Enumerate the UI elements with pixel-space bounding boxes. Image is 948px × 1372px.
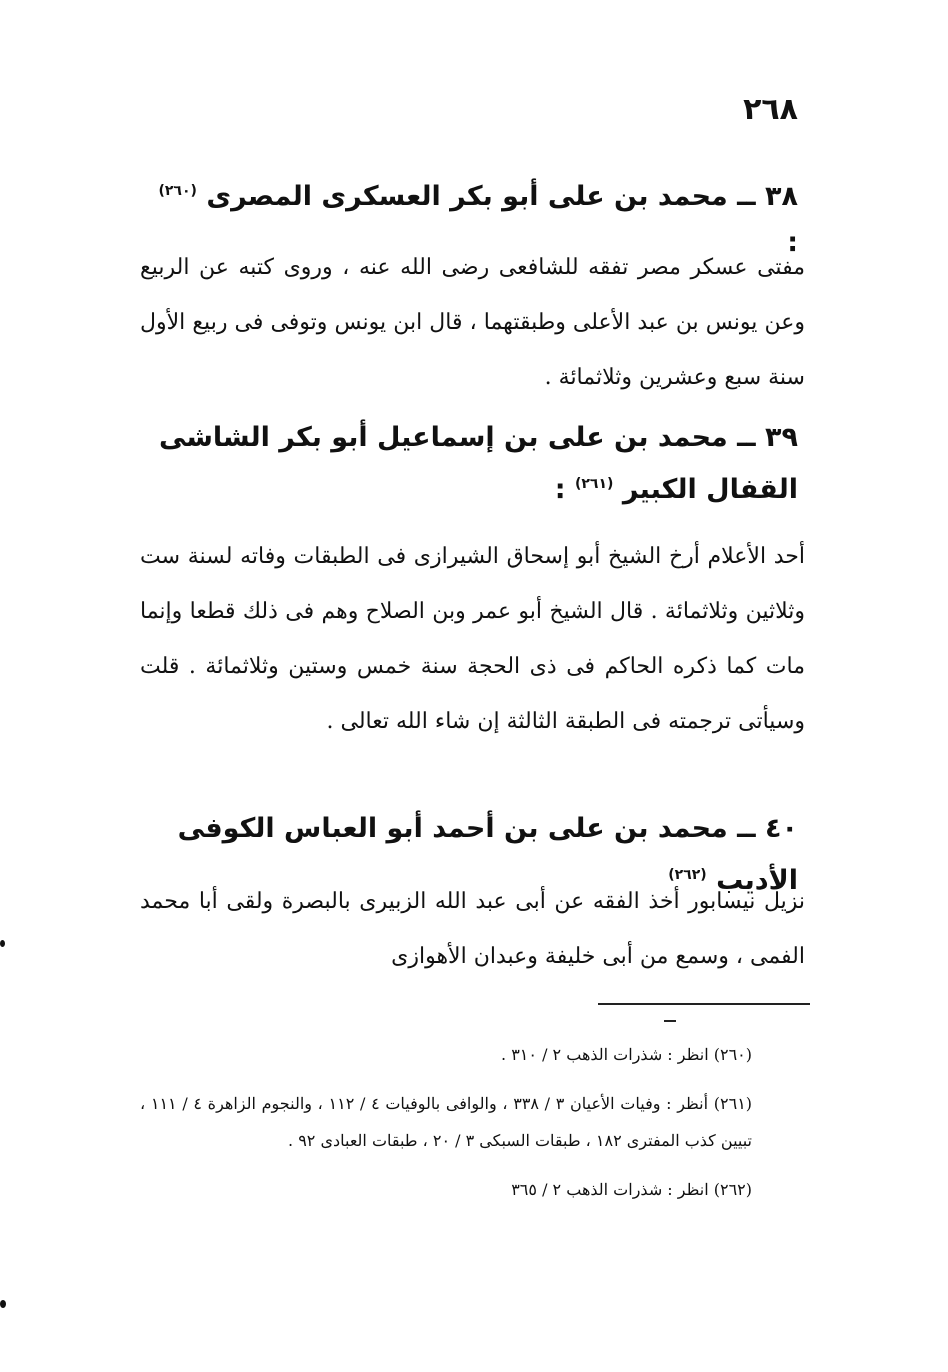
footnote-261: (٢٦١) أنظر : وفيات الأعيان ٣ / ٣٣٨ ، والوافى بالوفيات ٤ / ١١٢ ، والنجوم الزاهرة ٤ / ١١١ ، تبيين كذب المفترى ١٨٢ ، طبقات السبكى ٣ / ٢٠ ، طبقات العبادى ٩٢ . bbox=[140, 1094, 753, 1150]
heading-colon: : bbox=[787, 227, 798, 258]
entry-heading-39 bbox=[140, 415, 798, 513]
footnote-260: (٢٦٠) انظر : شذرات الذهب ٢ / ٣١٠ . bbox=[501, 1045, 752, 1064]
entry-body-40: نزيل نيسابور أخذ الفقه عن أبى عبد الله الزبيرى بالبصرة ولقى أبا محمد الفمى ، وسمع من أبى خليفة وعبدان الأهوازى bbox=[140, 889, 805, 969]
footnote-262: (٢٦٢) انظر : شذرات الذهب ٢ / ٣٦٥ bbox=[511, 1180, 752, 1199]
entry-title: ٤٠ ــ محمد بن على بن أحمد أبو العباس الكوفى الأديب bbox=[177, 813, 798, 896]
page-number: ٢٦٨ bbox=[743, 92, 798, 127]
footnote-ref-262[interactable]: (٢٦٢) bbox=[668, 867, 707, 883]
scan-artifact-mark bbox=[0, 1300, 6, 1308]
heading-colon: : bbox=[554, 474, 566, 505]
footnote-separator bbox=[598, 1003, 810, 1005]
scan-artifact-mark bbox=[0, 940, 5, 947]
entry-title: ٣٩ ــ محمد بن على بن إسماعيل أبو بكر الشاشى القفال الكبير bbox=[159, 422, 798, 505]
footnotes bbox=[140, 1036, 752, 1220]
separator-mark bbox=[664, 1020, 676, 1022]
entry-title: ٣٨ ــ محمد بن على أبو بكر العسكرى المصرى bbox=[206, 181, 798, 212]
footnote-ref-260[interactable]: (٢٦٠) bbox=[158, 183, 197, 199]
entry-body-39: أحد الأعلام أرخ الشيخ أبو إسحاق الشيرازى فى الطبقات وفاته لسنة ست وثلاثين وثلاثمائة . قال الشيخ أبو عمر وبن الصلاح وهم فى ذلك قطعا وإنما مات كما ذكره الحاكم فى ذى الحجة سنة خمس وستين وثلاثمائة . قلت وسيأتى ترجمته فى الطبقة الثالثة إن شاء الله تعالى . bbox=[140, 544, 805, 734]
footnote-ref-261[interactable]: (٢٦١) bbox=[574, 476, 614, 492]
entry-body-38: مفتى عسكر مصر تفقه للشافعى رضى الله عنه ، وروى كتبه عن الربيع وعن يونس بن عبد الأعلى وطبقتهما ، قال ابن يونس وتوفى فى ربيع الأول سنة سبع وعشرين وثلاثمائة . bbox=[140, 255, 805, 390]
